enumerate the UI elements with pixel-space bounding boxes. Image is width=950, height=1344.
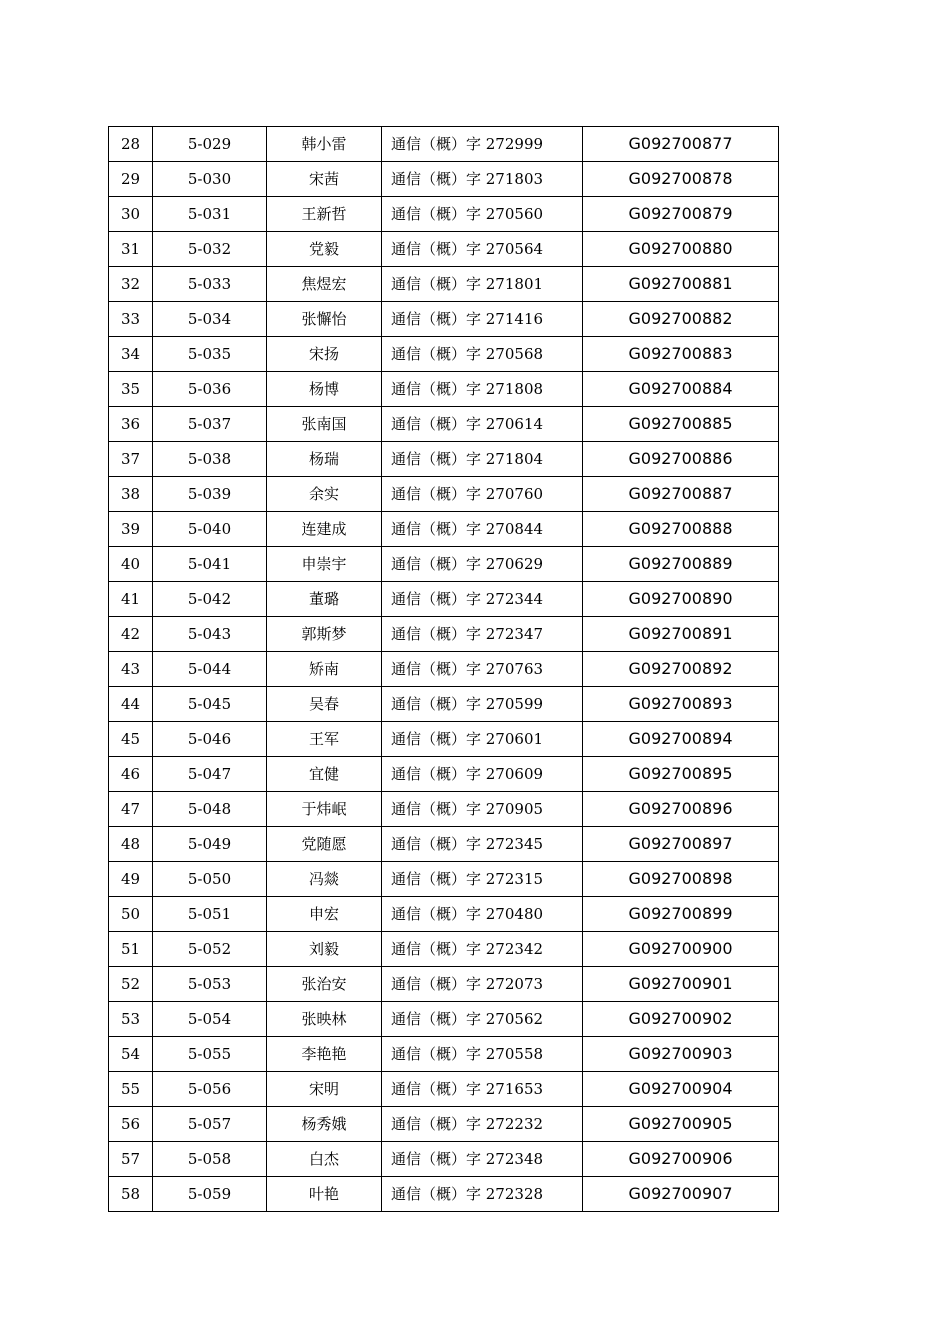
row-number: 49 [109, 862, 153, 897]
row-number: 28 [109, 127, 153, 162]
row-number: 45 [109, 722, 153, 757]
certificate-number: 通信（概）字 270763 [382, 652, 583, 687]
registration-code: G092700878 [583, 162, 779, 197]
table-row [109, 407, 779, 442]
row-number: 53 [109, 1002, 153, 1037]
registration-code: G092700885 [583, 407, 779, 442]
person-name: 党毅 [267, 232, 382, 267]
certificate-number: 通信（概）字 270480 [382, 897, 583, 932]
row-number: 50 [109, 897, 153, 932]
certificate-number: 通信（概）字 272345 [382, 827, 583, 862]
registration-code: G092700903 [583, 1037, 779, 1072]
person-name: 刘毅 [267, 932, 382, 967]
row-number: 35 [109, 372, 153, 407]
table-row [109, 1002, 779, 1037]
person-name: 吴春 [267, 687, 382, 722]
table-row [109, 722, 779, 757]
table-row [109, 197, 779, 232]
certificate-number: 通信（概）字 271808 [382, 372, 583, 407]
registration-code: G092700907 [583, 1177, 779, 1212]
registration-code: G092700897 [583, 827, 779, 862]
person-name: 杨瑞 [267, 442, 382, 477]
certificate-table-body [109, 127, 779, 1212]
exam-number: 5-035 [153, 337, 267, 372]
certificate-number: 通信（概）字 270760 [382, 477, 583, 512]
row-number: 29 [109, 162, 153, 197]
exam-number: 5-055 [153, 1037, 267, 1072]
row-number: 44 [109, 687, 153, 722]
person-name: 叶艳 [267, 1177, 382, 1212]
person-name: 党随愿 [267, 827, 382, 862]
person-name: 韩小雷 [267, 127, 382, 162]
registration-code: G092700899 [583, 897, 779, 932]
table-row [109, 1142, 779, 1177]
person-name: 张治安 [267, 967, 382, 1002]
certificate-number: 通信（概）字 271803 [382, 162, 583, 197]
certificate-number: 通信（概）字 271416 [382, 302, 583, 337]
exam-number: 5-042 [153, 582, 267, 617]
person-name: 宋扬 [267, 337, 382, 372]
exam-number: 5-033 [153, 267, 267, 302]
table-row [109, 162, 779, 197]
table-row [109, 232, 779, 267]
row-number: 54 [109, 1037, 153, 1072]
registration-code: G092700883 [583, 337, 779, 372]
registration-code: G092700893 [583, 687, 779, 722]
exam-number: 5-041 [153, 547, 267, 582]
certificate-number: 通信（概）字 270601 [382, 722, 583, 757]
person-name: 李艳艳 [267, 1037, 382, 1072]
table-row [109, 127, 779, 162]
exam-number: 5-039 [153, 477, 267, 512]
certificate-number: 通信（概）字 272342 [382, 932, 583, 967]
row-number: 30 [109, 197, 153, 232]
exam-number: 5-056 [153, 1072, 267, 1107]
exam-number: 5-040 [153, 512, 267, 547]
person-name: 冯燚 [267, 862, 382, 897]
exam-number: 5-036 [153, 372, 267, 407]
person-name: 张映林 [267, 1002, 382, 1037]
exam-number: 5-052 [153, 932, 267, 967]
certificate-number: 通信（概）字 271653 [382, 1072, 583, 1107]
registration-code: G092700881 [583, 267, 779, 302]
person-name: 郭斯梦 [267, 617, 382, 652]
registration-code: G092700901 [583, 967, 779, 1002]
registration-code: G092700890 [583, 582, 779, 617]
table-row [109, 757, 779, 792]
registration-code: G092700895 [583, 757, 779, 792]
certificate-number: 通信（概）字 270599 [382, 687, 583, 722]
certificate-number: 通信（概）字 270629 [382, 547, 583, 582]
person-name: 王新哲 [267, 197, 382, 232]
person-name: 张懈怡 [267, 302, 382, 337]
person-name: 张南国 [267, 407, 382, 442]
exam-number: 5-058 [153, 1142, 267, 1177]
certificate-number: 通信（概）字 270562 [382, 1002, 583, 1037]
table-row [109, 687, 779, 722]
registration-code: G092700898 [583, 862, 779, 897]
person-name: 宋明 [267, 1072, 382, 1107]
certificate-number: 通信（概）字 270614 [382, 407, 583, 442]
exam-number: 5-045 [153, 687, 267, 722]
table-row [109, 512, 779, 547]
person-name: 白杰 [267, 1142, 382, 1177]
exam-number: 5-059 [153, 1177, 267, 1212]
exam-number: 5-029 [153, 127, 267, 162]
certificate-number: 通信（概）字 272999 [382, 127, 583, 162]
table-row [109, 1037, 779, 1072]
table-row [109, 1177, 779, 1212]
person-name: 矫南 [267, 652, 382, 687]
exam-number: 5-057 [153, 1107, 267, 1142]
certificate-number: 通信（概）字 270568 [382, 337, 583, 372]
exam-number: 5-032 [153, 232, 267, 267]
person-name: 焦煜宏 [267, 267, 382, 302]
certificate-number: 通信（概）字 272315 [382, 862, 583, 897]
exam-number: 5-044 [153, 652, 267, 687]
registration-code: G092700880 [583, 232, 779, 267]
exam-number: 5-030 [153, 162, 267, 197]
table-row [109, 337, 779, 372]
row-number: 51 [109, 932, 153, 967]
registration-code: G092700904 [583, 1072, 779, 1107]
person-name: 杨秀娥 [267, 1107, 382, 1142]
registration-code: G092700888 [583, 512, 779, 547]
row-number: 57 [109, 1142, 153, 1177]
certificate-number: 通信（概）字 270558 [382, 1037, 583, 1072]
certificate-number: 通信（概）字 271804 [382, 442, 583, 477]
certificate-number: 通信（概）字 270564 [382, 232, 583, 267]
exam-number: 5-053 [153, 967, 267, 1002]
certificate-number: 通信（概）字 270609 [382, 757, 583, 792]
exam-number: 5-037 [153, 407, 267, 442]
exam-number: 5-054 [153, 1002, 267, 1037]
person-name: 申崇宇 [267, 547, 382, 582]
table-row [109, 267, 779, 302]
table-row [109, 302, 779, 337]
table-row [109, 862, 779, 897]
person-name: 申宏 [267, 897, 382, 932]
registration-code: G092700889 [583, 547, 779, 582]
table-row [109, 1072, 779, 1107]
certificate-number: 通信（概）字 270844 [382, 512, 583, 547]
registration-code: G092700886 [583, 442, 779, 477]
exam-number: 5-034 [153, 302, 267, 337]
row-number: 39 [109, 512, 153, 547]
table-row [109, 547, 779, 582]
person-name: 杨博 [267, 372, 382, 407]
person-name: 宜健 [267, 757, 382, 792]
person-name: 王军 [267, 722, 382, 757]
registration-code: G092700887 [583, 477, 779, 512]
registration-code: G092700882 [583, 302, 779, 337]
exam-number: 5-046 [153, 722, 267, 757]
registration-code: G092700884 [583, 372, 779, 407]
registration-code: G092700905 [583, 1107, 779, 1142]
exam-number: 5-049 [153, 827, 267, 862]
registration-code: G092700906 [583, 1142, 779, 1177]
row-number: 38 [109, 477, 153, 512]
row-number: 40 [109, 547, 153, 582]
row-number: 41 [109, 582, 153, 617]
person-name: 连建成 [267, 512, 382, 547]
registration-code: G092700902 [583, 1002, 779, 1037]
row-number: 48 [109, 827, 153, 862]
certificate-number: 通信（概）字 272232 [382, 1107, 583, 1142]
person-name: 于炜岷 [267, 792, 382, 827]
row-number: 31 [109, 232, 153, 267]
table-row [109, 967, 779, 1002]
row-number: 55 [109, 1072, 153, 1107]
person-name: 宋茜 [267, 162, 382, 197]
certificate-number: 通信（概）字 272348 [382, 1142, 583, 1177]
row-number: 43 [109, 652, 153, 687]
exam-number: 5-051 [153, 897, 267, 932]
row-number: 52 [109, 967, 153, 1002]
row-number: 47 [109, 792, 153, 827]
table-row [109, 442, 779, 477]
row-number: 33 [109, 302, 153, 337]
row-number: 46 [109, 757, 153, 792]
row-number: 36 [109, 407, 153, 442]
row-number: 34 [109, 337, 153, 372]
exam-number: 5-048 [153, 792, 267, 827]
registration-code: G092700891 [583, 617, 779, 652]
registration-code: G092700896 [583, 792, 779, 827]
exam-number: 5-038 [153, 442, 267, 477]
row-number: 32 [109, 267, 153, 302]
certificate-number: 通信（概）字 272344 [382, 582, 583, 617]
certificate-number: 通信（概）字 271801 [382, 267, 583, 302]
table-row [109, 897, 779, 932]
exam-number: 5-050 [153, 862, 267, 897]
table-row [109, 477, 779, 512]
registration-code: G092700894 [583, 722, 779, 757]
row-number: 37 [109, 442, 153, 477]
certificate-number: 通信（概）字 272347 [382, 617, 583, 652]
registration-code: G092700900 [583, 932, 779, 967]
table-row [109, 932, 779, 967]
table-row [109, 827, 779, 862]
registration-code: G092700879 [583, 197, 779, 232]
exam-number: 5-043 [153, 617, 267, 652]
exam-number: 5-047 [153, 757, 267, 792]
certificate-number: 通信（概）字 272328 [382, 1177, 583, 1212]
certificate-number: 通信（概）字 270905 [382, 792, 583, 827]
table-row [109, 792, 779, 827]
table-row [109, 1107, 779, 1142]
table-row [109, 652, 779, 687]
certificate-table [108, 126, 779, 1212]
registration-code: G092700892 [583, 652, 779, 687]
row-number: 42 [109, 617, 153, 652]
table-row [109, 617, 779, 652]
certificate-number: 通信（概）字 272073 [382, 967, 583, 1002]
row-number: 56 [109, 1107, 153, 1142]
certificate-number: 通信（概）字 270560 [382, 197, 583, 232]
registration-code: G092700877 [583, 127, 779, 162]
person-name: 余实 [267, 477, 382, 512]
table-row [109, 582, 779, 617]
row-number: 58 [109, 1177, 153, 1212]
person-name: 董璐 [267, 582, 382, 617]
exam-number: 5-031 [153, 197, 267, 232]
table-row [109, 372, 779, 407]
